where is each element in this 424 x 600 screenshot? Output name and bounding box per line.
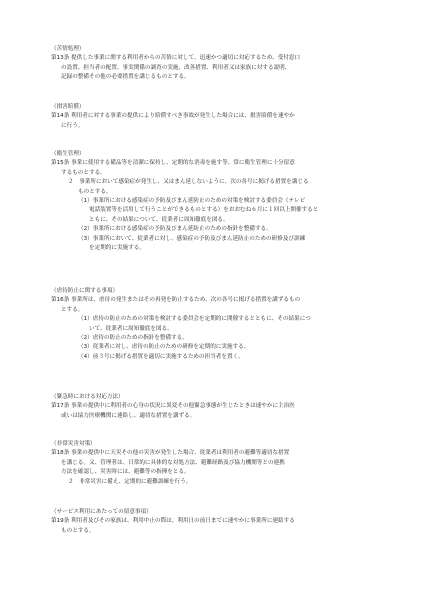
list-item: いて、従業者に周知徹底を図る。: [89, 325, 173, 332]
section-service-notes: [51, 508, 381, 536]
section-heading: （緊急時における対応方法）: [51, 394, 124, 400]
article-line: ２ 事業所において感染症が発生し、又はまん延しないように、次の各号に掲げる措置を講じる: [68, 179, 309, 186]
article-line: に行う。: [61, 122, 84, 129]
list-item: （1）虐待の防止のための対策を検討する委員会を定期的に開催するとともに、その結果につ: [78, 316, 311, 323]
article-line: 方法を確認し、災害時には、避難等の指揮をとる。: [61, 469, 190, 476]
article-line: するものとする。: [61, 169, 106, 176]
list-item: を定期的に実施する。: [89, 244, 145, 251]
article-line: 第17条 事業の提供中に利用者の心身の状況に異変その他緊急事態が生じたときは速やかに主治医: [51, 403, 295, 410]
section-heading: （非常災害対策）: [51, 441, 96, 447]
section-hygiene: [51, 150, 381, 253]
section-heading: （衛生管理）: [51, 151, 85, 157]
article-line: ２ 非常災害に備え、定期的に避難訓練を行う。: [68, 478, 192, 485]
section-damages: [51, 103, 381, 131]
article-line: ものとする。: [78, 188, 112, 195]
list-item: 電話装置等を活用して行うことができるものとする）をおおむね６月に１回以上開催すると: [89, 207, 319, 214]
article-line: ものとする。: [61, 527, 95, 534]
article-line: とする。: [61, 306, 84, 313]
article-line: 第18条 事業の提供中に天災その他の災害が発生した場合、従業者は利用者の避難等適切な措置: [51, 450, 290, 457]
article-line: を講じる。又、管理者は、日常的に具体的な対処方法、避難経路及び協力機関等との連携: [61, 459, 285, 466]
section-heading: （苦情処理）: [51, 46, 85, 52]
list-item: （2）虐待の防止のための指針を整備する。: [78, 334, 188, 341]
list-item: （1）事業所における感染症の予防及びまん延防止のための対策を検討する委員会（テレビ: [78, 197, 306, 204]
list-item: （3）事業所において、従業者に対し、感染症の予防及びまん延防止のための研修及び訓練: [78, 235, 306, 242]
section-heading: （サービス利用にあたっての留意事項）: [51, 509, 152, 515]
article-line: 記録の整備その他の必要措置を講じるものとする。: [61, 74, 190, 81]
article-line: 或いは協力医療機関に連絡し、適切な措置を講ずる。: [61, 412, 196, 419]
section-emergency: [51, 393, 381, 421]
article-line: の設置、担当者の配置、事実関係の調査の実施、改善措置、利用者又は家族に対する説明、: [61, 64, 291, 71]
list-item: （3）従業者に対し、虐待の防止のための研修を定期的に実施する。: [78, 344, 250, 351]
list-item: （2）事業所における感染症の予防及びまん延防止のための指針を整備する。: [78, 226, 272, 233]
section-complaints: [51, 45, 381, 83]
section-heading: （損害賠償）: [51, 104, 85, 110]
article-line: 第14条 利用者に対する事業の提供により賠償すべき事故が発生した場合には、損害賠償を速やか: [51, 113, 295, 120]
article-line: 第13条 提供した事業に関する利用者からの苦情に対して、迅速かつ適切に対応するため、受付窓口: [51, 55, 301, 62]
article-line: 第16条 事業所は、虐待の発生またはその再発を防止するため、次の各号に掲げる措置を講ずるもの: [51, 297, 301, 304]
section-heading: （虐待防止に関する事項）: [51, 288, 119, 294]
list-item: （4）前３号に掲げる措置を適切に実施するための担当者を置く。: [78, 353, 244, 360]
section-abuse-prevention: [51, 287, 381, 362]
article-line: 第19条 利用者及びその家族は、利用中止の際は、利用日の前日までに速やかに事業所に連絡する: [51, 518, 295, 525]
list-item: ともに、その結果について、従業者に周知徹底を図る。: [89, 216, 229, 223]
article-line: 第15条 事業に使用する備品等を清潔に保持し、定期的な消毒を施す等、常に衛生管理に十分留意: [51, 160, 295, 167]
section-disaster: [51, 440, 381, 487]
